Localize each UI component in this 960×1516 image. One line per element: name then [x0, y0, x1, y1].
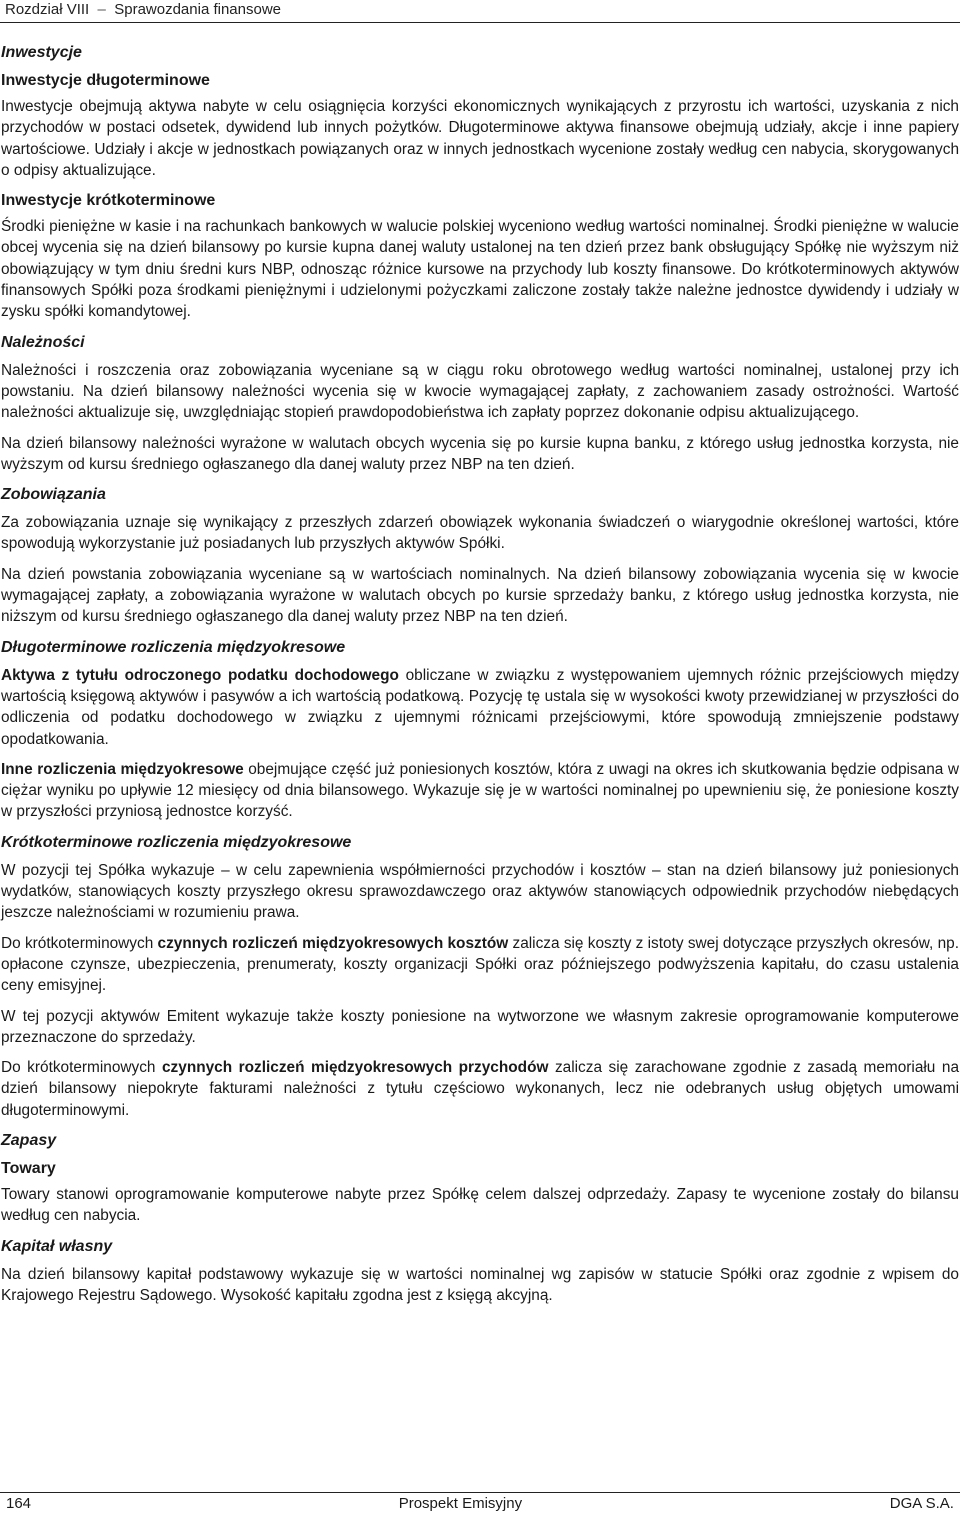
heading-naleznosci: Należności [1, 333, 85, 351]
section-zobowiazania [0, 484, 960, 627]
heading-zobowiazania: Zobowiązania [1, 486, 106, 504]
heading-kapital-wlasny: Kapitał własny [1, 1237, 113, 1255]
bold-term: Inne rozliczenia międzyokresowe [1, 760, 244, 778]
header-separator: – [93, 1, 111, 18]
paragraph: Na dzień bilansowy należności wyrażone w walutach obcych wycenia się po kursie kupna banku, z którego usług jednostka korzysta, nie wyższym od kursu średniego ogłaszanego dla danej waluty przez NBP na ten dzień. [1, 434, 959, 473]
document-name: Prospekt Emisyjny [398, 1495, 523, 1512]
paragraph: Środki pieniężne w kasie i na rachunkach bankowych w walucie polskiej wyceniono według wartości nominalnej. Środki pieniężne w walucie obcej wycenia się na dzień bilansowy po kursie kupna danej waluty ustalonej na ten dzień przez bank obsługujący Spółkę nie wyższym niż obowiązujący w tym dniu średni kurs NBP, odnosząc różnice kursowe na przychody lub koszty finansowe. Do krótkoterminowych aktywów finansowych Spółki poza środkami pieniężnymi i udzielonymi pożyczkami zaliczone zostały także należne jednostce dywidendy i udziały w zysku spółki komandytowej. [1, 218, 959, 321]
paragraph-text: zalicza się koszty z istoty swej dotyczące przyszłych okresów, np. opłacone czynsze, ubezpieczenia, prenumeraty, koszty organizacji Spółki oraz późniejszego podwyższenia kapitału, do czasu ustalenia ceny emisyjnej. [1, 934, 960, 995]
paragraph-text: obejmujące część już poniesionych kosztów, która z uwagi na okres ich skutkowania będzie odpisana w ciężar wyniku po upływie 12 miesięcy od dnia bilansowego. Wykazuje się je w wartości nominalnej po upewnieniu się, że poniesione koszty w przyszłości przyniosą jednostce korzyść. [1, 760, 959, 821]
bold-term: czynnych rozliczeń międzyokresowych kosztów [157, 934, 509, 952]
paragraph [0, 665, 960, 750]
page-footer [0, 1492, 960, 1516]
heading-towary: Towary [1, 1159, 56, 1177]
paragraph: Na dzień bilansowy kapitał podstawowy wykazuje się w wartości nominalnej wg zapisów w statucie Spółki oraz zgodnie z wpisem do Krajowego Rejestru Sądowego. Wysokość kapitału zgodna jest z księgą akcyjną. [1, 1265, 959, 1304]
heading-zapasy: Zapasy [1, 1131, 57, 1149]
page-header [0, 0, 960, 23]
heading-inwestycje-krotkoterminowe: Inwestycje krótkoterminowe [1, 192, 216, 210]
paragraph [0, 933, 960, 997]
page-content [0, 36, 960, 1315]
paragraph: Towary stanowi oprogramowanie komputerowe nabyte przez Spółkę celem dalszej odprzedaży. Zapasy te wycenione zostały do bilansu według cen nabycia. [1, 1185, 959, 1225]
section-inwestycje [0, 42, 960, 323]
chapter-label: Rozdział VIII [5, 1, 90, 18]
page-number: 164 [6, 1495, 32, 1512]
paragraph-text: Do krótkoterminowych [1, 1059, 162, 1077]
paragraph-text: zalicza się zarachowane zgodnie z zasadą memoriału na dzień bilansowy niepokryte fakturami należności z tytułu częściowo wykonanych, lecz nie odebranych usług objętych umowami długoterminowymi. [1, 1059, 959, 1119]
company-name: DGA S.A. [889, 1495, 954, 1512]
chapter-title: Sprawozdania finansowe [114, 1, 282, 18]
paragraph [0, 759, 960, 823]
paragraph [0, 1057, 960, 1121]
section-kapital-wlasny [0, 1236, 960, 1307]
bold-term: Aktywa z tytułu odroczonego podatku dochodowego [1, 666, 399, 684]
bold-term: czynnych rozliczeń międzyokresowych przychodów [162, 1059, 549, 1077]
heading-dlugoterminowe-rozliczenia: Długoterminowe rozliczenia międzyokresowe [1, 638, 346, 656]
heading-inwestycje-dlugoterminowe: Inwestycje długoterminowe [1, 72, 210, 89]
section-krotkoterminowe-rozliczenia [0, 832, 960, 1121]
paragraph: Inwestycje obejmują aktywa nabyte w celu osiągnięcia korzyści ekonomicznych wynikających z przyrostu ich wartości, uzyskania z nich przychodów w postaci odsetek, dywidend lub innych pożytków. Długoterminowe aktywa finansowe obejmują udziały, akcje i inne papiery wartościowe. Udziały i akcje w jednostkach powiązanych oraz w innych jednostkach wycenione zostały według cen nabycia, skorygowanych o odpisy aktualizujące. [1, 98, 959, 179]
paragraph-text: Do krótkoterminowych [1, 934, 158, 952]
paragraph: Na dzień powstania zobowiązania wyceniane są w wartościach nominalnych. Na dzień bilansowy zobowiązania wycenia się w kwocie wymagającej zapłaty, a zobowiązania wyrażone w walutach obcych po kursie sprzedaży banku, z którego usług jednostka korzysta, nie niższym od kursu średniego ogłaszanego dla danej waluty przez NBP na ten dzień. [1, 565, 959, 626]
paragraph: W pozycji tej Spółka wykazuje – w celu zapewnienia współmierności przychodów i kosztów – stan na dzień bilansowy już poniesionych wydatków, stanowiących koszty przyszłego okresu sprawozdawczego oraz aktywów stanowiących odpowiednik przychodów niebędących jeszcze należnościami w rozumieniu prawa. [1, 861, 959, 922]
section-zapasy [0, 1130, 960, 1227]
paragraph: Należności i roszczenia oraz zobowiązania wyceniane są w ciągu roku obrotowego według wartości nominalnej, ustalonej przy ich powstaniu. Na dzień bilansowy należności wycenia się w kwocie wymagającej zapłaty, z zachowaniem zasady ostrożności. Wartość należności aktualizuje się, uwzględniając stopień prawdopodobieństwa ich zapłaty poprzez dokonanie odpisu aktualizującego. [1, 361, 959, 422]
section-naleznosci [0, 332, 960, 475]
heading-krotkoterminowe-rozliczenia: Krótkoterminowe rozliczenia międzyokresowe [1, 833, 352, 851]
paragraph: Za zobowiązania uznaje się wynikający z przeszłych zdarzeń obowiązek wykonania świadczeń o wiarygodnie określonej wartości, które spowodują wykorzystanie już posiadanych lub przyszłych aktywów Spółki. [1, 514, 959, 553]
heading-inwestycje: Inwestycje [1, 44, 82, 61]
section-dlugoterminowe-rozliczenia [0, 637, 960, 823]
paragraph-text: obliczane w związku z występowaniem ujemnych różnic przejściowych między wartością księgową aktywów i pasywów a ich wartością podatkową. Pozycję tę ustala się w wysokości kwoty przewidzianej w przyszłości do odliczenia od podatku dochodowego w związku z ujemnymi różnicami przejściowymi, które spowodują zmniejszenie podstawy opodatkowania. [1, 666, 959, 748]
paragraph: W tej pozycji aktywów Emitent wykazuje także koszty poniesione na wytworzone we własnym zakresie oprogramowanie komputerowe przeznaczone do sprzedaży. [1, 1007, 959, 1046]
